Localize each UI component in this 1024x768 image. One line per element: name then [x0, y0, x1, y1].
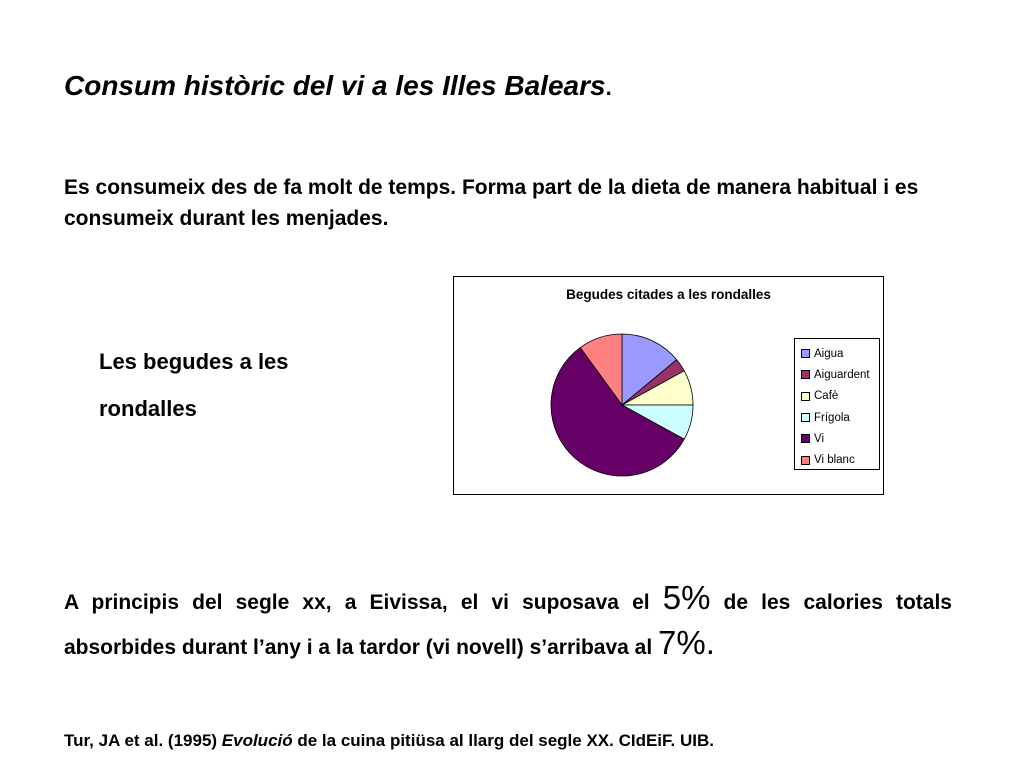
legend-swatch [801, 456, 810, 465]
beverages-label-line1: Les begudes a les [99, 349, 289, 374]
legend-swatch [801, 413, 810, 422]
reference-authors: Tur, JA et al. (1995) [64, 731, 222, 750]
finding-value-7: 7%. [658, 624, 715, 661]
pie-chart [453, 276, 884, 495]
legend-swatch [801, 392, 810, 401]
beverages-label-line2: rondalles [99, 396, 197, 421]
legend-swatch [801, 370, 810, 379]
legend-item [795, 449, 879, 470]
slide-title-text: Consum històric del vi a les Illes Balears [64, 70, 606, 101]
legend-item [795, 386, 879, 407]
finding-paragraph [64, 578, 952, 668]
finding-text-1: A principis del segle xx, a Eivissa, el vi suposava el [64, 591, 663, 614]
finding-value-5: 5% [662, 579, 711, 616]
legend-item [795, 364, 879, 385]
pie-chart-plot [454, 277, 794, 494]
intro-paragraph: Es consumeix des de fa molt de temps. Forma part de la dieta de manera habitual i es consumeix durant les menjades. [64, 176, 919, 230]
reference-work-italic: Evolució [221, 731, 298, 750]
legend-label: Cafè [814, 390, 839, 403]
legend-label: Aiguardent [814, 368, 870, 381]
beverages-label [99, 338, 399, 432]
legend-label: Aigua [814, 347, 844, 360]
slide-title-period: . [605, 75, 612, 100]
legend-label: Vi blanc [814, 454, 855, 467]
legend-swatch [801, 349, 810, 358]
chart-title: Begudes citades a les rondalles [566, 287, 771, 302]
legend-item [795, 428, 879, 449]
legend-item [795, 407, 879, 428]
legend-item [795, 343, 879, 364]
legend-swatch [801, 434, 810, 443]
reference-publisher: . CIdEiF. UIB. [609, 731, 714, 750]
reference-work: de la cuina pitiüsa al llarg del segle XX [297, 731, 610, 750]
reference-citation [64, 731, 714, 751]
legend-label: Vi [814, 432, 825, 445]
legend-label: Frígola [814, 411, 850, 424]
finding-text-2: de les calories totals absorbides durant l’any i a la tardor (vi novell) s’arribava al [64, 591, 952, 659]
slide-title [64, 70, 612, 102]
chart-legend [794, 338, 880, 470]
